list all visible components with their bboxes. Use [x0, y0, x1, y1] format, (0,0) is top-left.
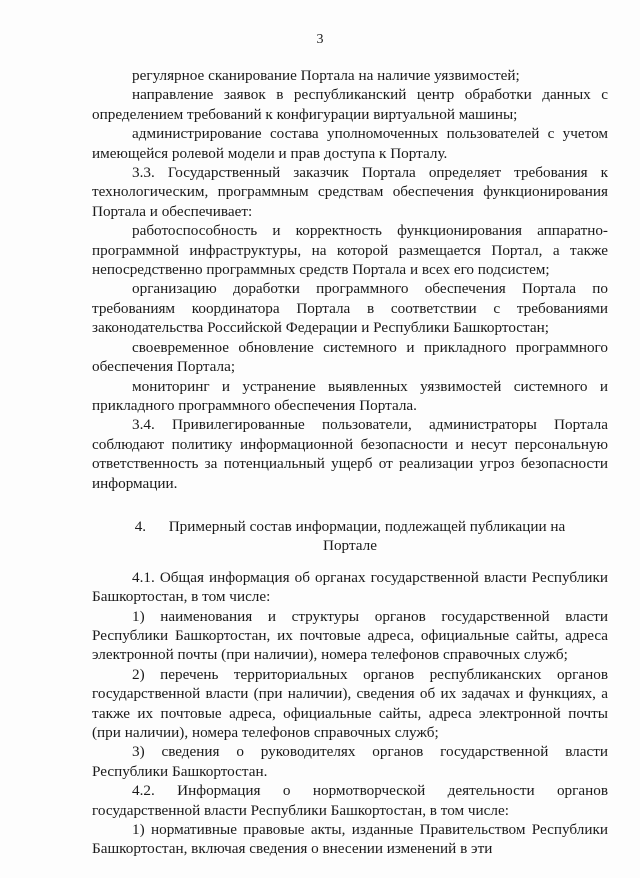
- paragraph: своевременное обновление системного и прикладного программного обеспечения Портала;: [92, 338, 608, 376]
- section-title-line2: Портале: [323, 537, 377, 555]
- paragraph: организацию доработки программного обеспечения Портала по требованиям координатора Портала в соответствии с требованиями законодательства Российской Федерации и Республики Башкортостан;: [92, 280, 608, 337]
- list-item: 1) нормативные правовые акты, изданные Правительством Республики Башкортостан, включая сведения о внесении изменений в эти: [92, 821, 608, 858]
- paragraph-4-2: 4.2. Информация о нормотворческой деятельности органов государственной власти Республики Башкортостан, в том числе:: [92, 782, 608, 819]
- paragraph-3-3: 3.3. Государственный заказчик Портала определяет требования к технологическим, программным средствам обеспечения функционирования Портала и обеспечивает:: [92, 164, 608, 220]
- spacer: [92, 556, 608, 568]
- paragraph-3-4: 3.4. Привилегированные пользователи, администраторы Портала соблюдают политику информационной безопасности и несут персональную ответственность за потенциальный ущерб от реализации угроз безопасности информации.: [92, 416, 608, 492]
- paragraph: мониторинг и устранение выявленных уязвимостей системного и прикладного программного обеспечения Портала.: [92, 377, 608, 414]
- list-item: 3) сведения о руководителях органов государственной власти Республики Башкортостан.: [92, 743, 608, 780]
- document-body: [92, 66, 608, 859]
- paragraph: администрирование состава уполномоченных пользователей с учетом имеющейся ролевой модели и прав доступа к Порталу.: [92, 125, 608, 162]
- list-item: 1) наименования и структуры органов государственной власти Республики Башкортостан, их почтовые адреса, официальные сайты, адреса электронной почты (при наличии), номера телефонов справочных служб;: [92, 607, 608, 664]
- list-item: 2) перечень территориальных органов республиканских органов государственной власти (при наличии), сведения об их задачах и функциях, а также их почтовые адреса, официальные сайты, адреса электронной почты (при наличии), номера телефонов справочных служб;: [92, 665, 608, 741]
- section-number: 4.: [134, 517, 147, 535]
- paragraph: регулярное сканирование Портала на наличие уязвимостей;: [132, 67, 520, 84]
- page-number: 3: [316, 32, 324, 47]
- section-title-line1: Примерный состав информации, подлежащей публикации на: [168, 517, 566, 535]
- paragraph: направление заявок в республиканский центр обработки данных с определением требований к конфигурации виртуальной машины;: [92, 86, 608, 123]
- paragraph-4-1: 4.1. Общая информация об органах государственной власти Республики Башкортостан, в том числе:: [92, 568, 608, 606]
- spacer: [92, 493, 608, 505]
- paragraph: работоспособность и корректность функционирования аппаратно-программной инфраструктуры, на которой размещается Портал, а также непосредственно программных средств Портала и всех его подсистем;: [92, 222, 608, 279]
- section-heading: [92, 517, 608, 556]
